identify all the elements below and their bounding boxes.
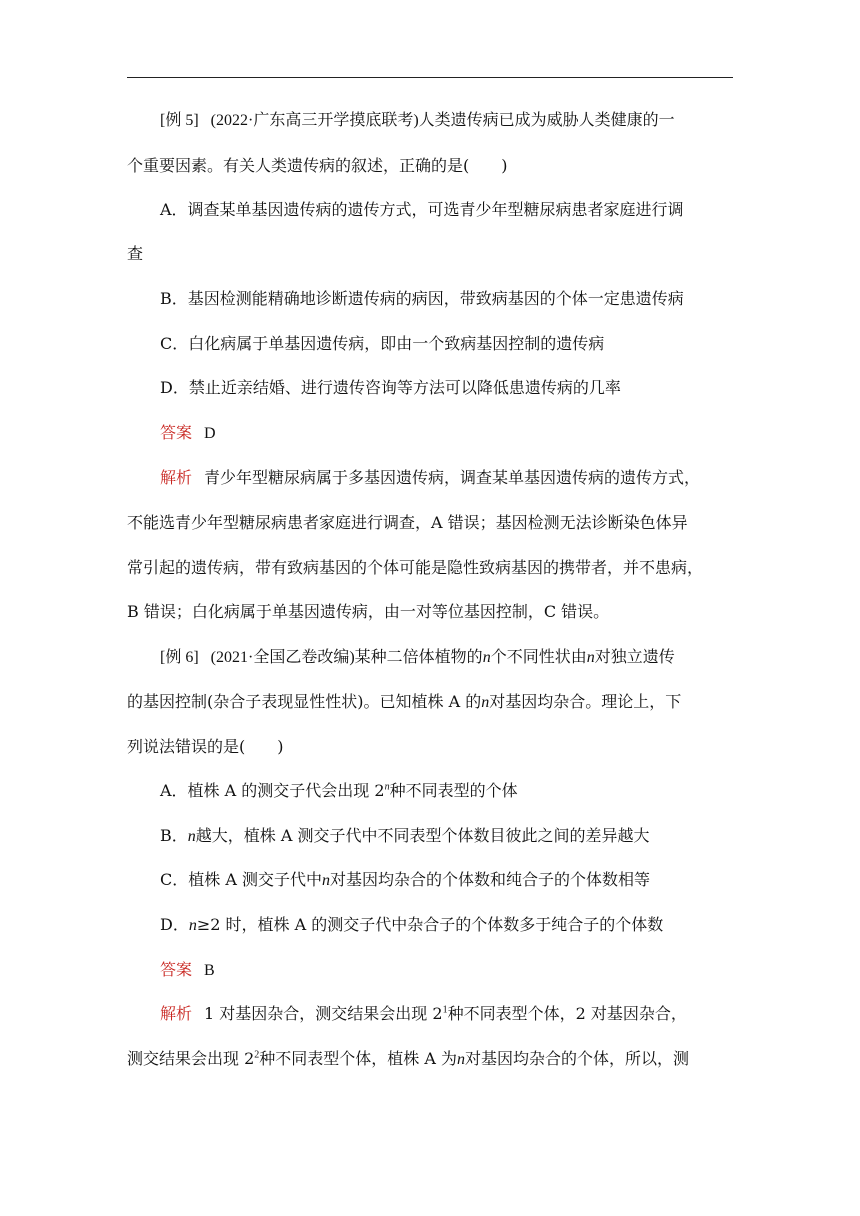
example-5-stem-line-2: 个重要因素。有关人类遗传病的叙述，正确的是( ): [127, 156, 508, 175]
example-6-n-var: n: [187, 828, 196, 845]
example-6-option-c-text-a: C．植株 A 测交子代中: [160, 870, 322, 889]
example-5-analysis-line-4: B 错误；白化病属于单基因遗传病，由一对等位基因控制，C 错误。: [127, 602, 610, 621]
example-6-analysis-line-1: [160, 1004, 687, 1024]
example-5-analysis-label: 解析: [160, 468, 193, 487]
example-6-option-a-exponent: n: [384, 781, 390, 793]
example-6-option-d-text: ≥2 时，植株 A 的测交子代中杂合子的个体数多于纯合子的个体数: [196, 915, 664, 934]
example-5-option-d: D．禁止近亲结婚、进行遗传咨询等方法可以降低患遗传病的几率: [160, 378, 621, 397]
example-6-option-d-prefix: D．: [160, 915, 189, 934]
example-6-option-d: [160, 915, 663, 936]
example-6-option-a: [160, 781, 518, 801]
example-6-n-var: n: [188, 917, 197, 934]
example-5-answer-value: D: [204, 425, 216, 442]
example-6-source: (2021·全国乙卷改编): [210, 649, 355, 666]
example-6-n-var: n: [482, 649, 491, 666]
example-6-analysis-text-1b: 种不同表型个体，2 对基因杂合，: [447, 1004, 687, 1023]
example-6-n-var: n: [586, 649, 595, 666]
example-6-stem-text-1a: 某种二倍体植物的: [354, 647, 483, 666]
example-5-analysis-text-1: 青少年型糖尿病属于多基因遗传病，调查某单基因遗传病的遗传方式，: [204, 468, 701, 487]
example-5-option-c: C．白化病属于单基因遗传病，即由一个致病基因控制的遗传病: [160, 334, 605, 353]
example-6-answer-value: B: [204, 962, 215, 979]
example-6-option-b: [160, 826, 650, 847]
example-6-stem-text-1c: 对独立遗传: [594, 647, 675, 666]
example-5-stem-line-1: [160, 110, 675, 131]
example-6-analysis-line-2: [127, 1049, 689, 1070]
example-6-answer-label: 答案: [160, 960, 193, 979]
example-6-option-c-text-b: 对基因均杂合的个体数和纯合子的个体数相等: [329, 870, 650, 889]
example-6-stem-text-2b: 对基因均杂合。理论上，下: [489, 692, 682, 711]
example-6-stem-text-2a: 的基因控制(杂合子表现显性性状)。已知植株 A 的: [127, 692, 482, 711]
example-6-analysis-text-1a: 1 对基因杂合，测交结果会出现 2: [204, 1004, 443, 1023]
example-6-option-c: [160, 870, 650, 891]
example-6-option-b-text: 越大，植株 A 测交子代中不同表型个体数目彼此之间的差异越大: [195, 826, 650, 845]
example-5-option-a-line-2: 查: [127, 244, 144, 263]
example-6-option-a-text-b: 种不同表型的个体: [389, 781, 518, 800]
example-6-n-var: n: [457, 1051, 466, 1068]
example-5-option-a-line-1: A．调查某单基因遗传病的遗传方式，可选青少年型糖尿病患者家庭进行调: [160, 200, 684, 219]
example-5-analysis-line-2: 不能选青少年型糖尿病患者家庭进行调查，A 错误；基因检测无法诊断染色体异: [127, 513, 688, 532]
example-6-option-b-prefix: B．: [160, 826, 188, 845]
example-6-option-a-text-a: A．植株 A 的测交子代会出现 2: [160, 781, 385, 800]
example-5-source: (2022·广东高三开学摸底联考): [210, 112, 419, 129]
example-5-answer: [160, 423, 216, 444]
example-6-answer: [160, 960, 215, 981]
example-6-analysis-text-2c: 对基因均杂合的个体，所以，测: [465, 1049, 690, 1068]
example-6-n-var: n: [321, 872, 330, 889]
example-6-analysis-exponent-2: 2: [254, 1049, 260, 1061]
example-6-n-var: n: [481, 694, 490, 711]
example-6-stem-line-1: [160, 647, 675, 668]
example-6-analysis-exponent-1: 1: [442, 1004, 448, 1016]
example-6-stem-line-3: 列说法错误的是( ): [127, 737, 284, 756]
example-6-analysis-text-2b: 种不同表型个体，植株 A 为: [259, 1049, 458, 1068]
example-5-analysis-line-3: 常引起的遗传病，带有致病基因的个体可能是隐性致病基因的携带者，并不患病，: [127, 558, 704, 577]
example-6-analysis-text-2a: 测交结果会出现 2: [127, 1049, 255, 1068]
example-6-tag: [例 6]: [160, 649, 199, 666]
example-6-stem-line-2: [127, 692, 681, 713]
example-5-analysis-line-1: [160, 468, 700, 488]
example-6-stem-text-1b: 个不同性状由: [490, 647, 587, 666]
example-5-tag: [例 5]: [160, 112, 199, 129]
example-5-option-b: B．基因检测能精确地诊断遗传病的病因，带致病基因的个体一定患遗传病: [160, 289, 684, 308]
example-5-answer-label: 答案: [160, 423, 193, 442]
example-5-stem-text-1: 人类遗传病已成为威胁人类健康的一: [418, 110, 675, 129]
header-rule: [127, 77, 733, 78]
example-6-analysis-label: 解析: [160, 1004, 193, 1023]
